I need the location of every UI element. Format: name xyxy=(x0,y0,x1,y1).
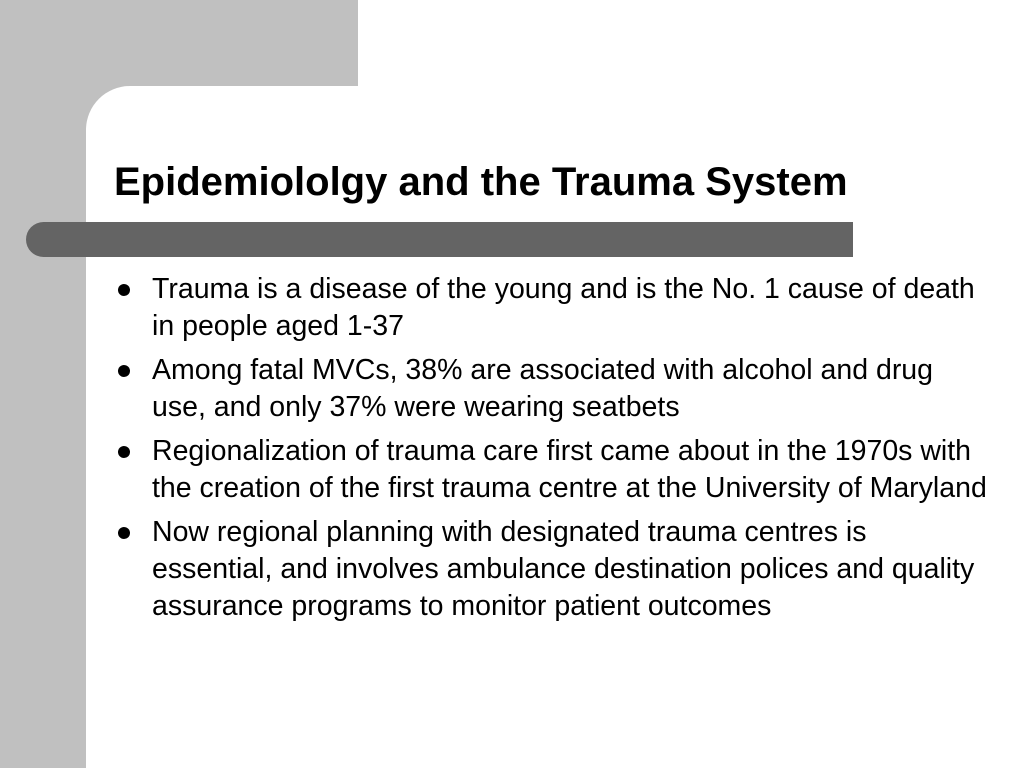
bullet-text: Among fatal MVCs, 38% are associated with alcohol and drug use, and only 37% were wearing seatbets xyxy=(152,354,934,423)
bullet-dot-icon xyxy=(118,365,130,377)
title-underline-bar xyxy=(26,222,853,257)
bullet-text: Now regional planning with designated trauma centres is essential, and involves ambulance destination polices and quality assurance programs to monitor patient outcomes xyxy=(152,516,975,622)
bullet-dot-icon xyxy=(118,527,130,539)
bullet-item xyxy=(114,271,994,345)
bullet-item xyxy=(114,433,994,507)
bullet-dot-icon xyxy=(118,446,130,458)
bullet-item xyxy=(114,514,994,625)
bullet-list xyxy=(114,271,994,632)
bullet-dot-icon xyxy=(118,284,130,296)
bullet-text: Trauma is a disease of the young and is the No. 1 cause of death in people aged 1-37 xyxy=(152,273,975,342)
bullet-item xyxy=(114,352,994,426)
slide-title: Epidemiololgy and the Trauma System xyxy=(114,160,848,204)
bullet-text: Regionalization of trauma care first came about in the 1970s with the creation of the first trauma centre at the University of Maryland xyxy=(152,435,987,504)
